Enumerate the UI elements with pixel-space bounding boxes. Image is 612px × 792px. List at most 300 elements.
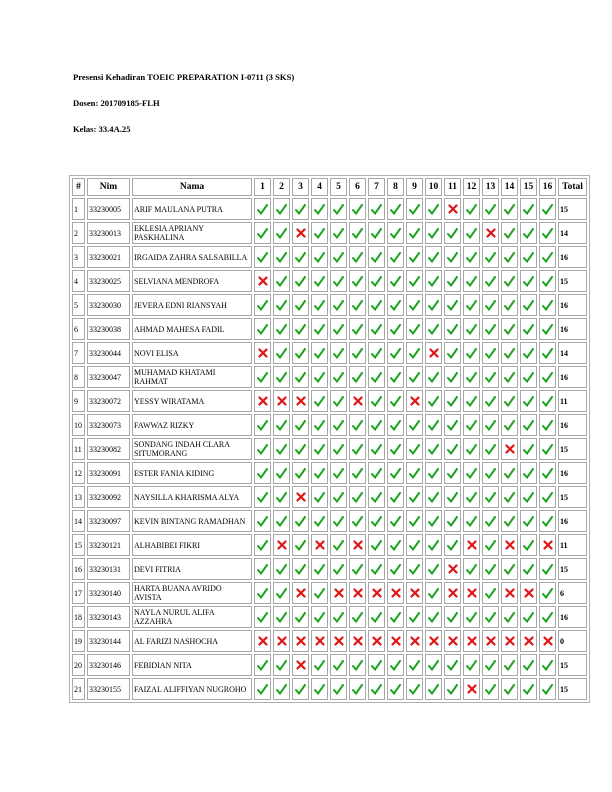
attendance-cell-8 xyxy=(387,366,404,388)
attendance-cell-14 xyxy=(501,486,518,508)
total-cell: 16 xyxy=(558,366,587,388)
check-icon xyxy=(428,468,439,479)
check-icon xyxy=(276,684,287,695)
check-icon xyxy=(409,492,420,503)
attendance-cell-10 xyxy=(425,606,442,628)
row-number: 21 xyxy=(72,678,85,700)
student-name: NAYLA NURUL ALIFA AZZAHRA xyxy=(132,606,252,628)
attendance-cell-16 xyxy=(539,486,556,508)
cross-icon xyxy=(410,588,420,598)
check-icon xyxy=(371,468,382,479)
cross-icon xyxy=(334,588,344,598)
check-icon xyxy=(333,228,344,239)
table-row xyxy=(72,414,587,436)
check-icon xyxy=(542,372,553,383)
column-header: 6 xyxy=(349,178,366,196)
attendance-cell-6 xyxy=(349,558,366,580)
check-icon xyxy=(276,348,287,359)
check-icon xyxy=(333,252,344,263)
attendance-cell-10 xyxy=(425,366,442,388)
attendance-cell-3 xyxy=(292,222,309,244)
cross-icon xyxy=(353,636,363,646)
attendance-cell-13 xyxy=(482,678,499,700)
attendance-cell-5 xyxy=(330,222,347,244)
check-icon xyxy=(504,276,515,287)
attendance-cell-16 xyxy=(539,294,556,316)
check-icon xyxy=(409,372,420,383)
student-nim: 33230092 xyxy=(87,486,130,508)
attendance-cell-12 xyxy=(463,534,480,556)
attendance-cell-14 xyxy=(501,510,518,532)
table-row xyxy=(72,462,587,484)
attendance-cell-3 xyxy=(292,318,309,340)
attendance-cell-12 xyxy=(463,558,480,580)
check-icon xyxy=(352,420,363,431)
total-cell: 0 xyxy=(558,630,587,652)
check-icon xyxy=(504,324,515,335)
check-icon xyxy=(447,684,458,695)
attendance-cell-3 xyxy=(292,294,309,316)
check-icon xyxy=(276,588,287,599)
attendance-cell-7 xyxy=(368,390,385,412)
attendance-cell-1 xyxy=(254,198,271,220)
attendance-cell-6 xyxy=(349,294,366,316)
attendance-cell-16 xyxy=(539,270,556,292)
check-icon xyxy=(523,348,534,359)
check-icon xyxy=(542,252,553,263)
check-icon xyxy=(542,684,553,695)
attendance-cell-13 xyxy=(482,246,499,268)
attendance-cell-14 xyxy=(501,246,518,268)
attendance-cell-5 xyxy=(330,534,347,556)
check-icon xyxy=(276,372,287,383)
check-icon xyxy=(276,468,287,479)
row-number: 13 xyxy=(72,486,85,508)
attendance-cell-2 xyxy=(273,558,290,580)
student-name: FEBIDIAN NITA xyxy=(132,654,252,676)
check-icon xyxy=(390,324,401,335)
attendance-cell-16 xyxy=(539,582,556,604)
attendance-cell-4 xyxy=(311,342,328,364)
student-name: NAYSILLA KHARISMA ALYA xyxy=(132,486,252,508)
attendance-cell-3 xyxy=(292,342,309,364)
attendance-cell-16 xyxy=(539,342,556,364)
cross-icon xyxy=(448,204,458,214)
check-icon xyxy=(257,684,268,695)
check-icon xyxy=(352,660,363,671)
column-header: 12 xyxy=(463,178,480,196)
check-icon xyxy=(523,396,534,407)
attendance-cell-12 xyxy=(463,438,480,460)
check-icon xyxy=(371,516,382,527)
row-number: 20 xyxy=(72,654,85,676)
student-nim: 33230047 xyxy=(87,366,130,388)
attendance-cell-11 xyxy=(444,654,461,676)
attendance-cell-2 xyxy=(273,342,290,364)
check-icon xyxy=(257,204,268,215)
check-icon xyxy=(523,684,534,695)
attendance-cell-4 xyxy=(311,294,328,316)
check-icon xyxy=(447,396,458,407)
check-icon xyxy=(447,276,458,287)
check-icon xyxy=(333,348,344,359)
total-cell: 15 xyxy=(558,270,587,292)
student-name: YESSY WIRATAMA xyxy=(132,390,252,412)
table-row xyxy=(72,630,587,652)
attendance-cell-1 xyxy=(254,246,271,268)
check-icon xyxy=(333,420,344,431)
attendance-cell-3 xyxy=(292,582,309,604)
check-icon xyxy=(295,516,306,527)
check-icon xyxy=(276,204,287,215)
attendance-cell-10 xyxy=(425,462,442,484)
check-icon xyxy=(542,324,553,335)
check-icon xyxy=(504,348,515,359)
check-icon xyxy=(314,444,325,455)
attendance-cell-5 xyxy=(330,294,347,316)
attendance-cell-12 xyxy=(463,414,480,436)
check-icon xyxy=(504,468,515,479)
attendance-cell-8 xyxy=(387,654,404,676)
check-icon xyxy=(447,324,458,335)
student-name: JEVERA EDNI RIANSYAH xyxy=(132,294,252,316)
attendance-cell-9 xyxy=(406,438,423,460)
attendance-cell-6 xyxy=(349,510,366,532)
check-icon xyxy=(257,420,268,431)
attendance-cell-1 xyxy=(254,462,271,484)
attendance-cell-1 xyxy=(254,294,271,316)
check-icon xyxy=(371,540,382,551)
check-icon xyxy=(333,612,344,623)
attendance-cell-6 xyxy=(349,414,366,436)
attendance-cell-12 xyxy=(463,342,480,364)
check-icon xyxy=(276,252,287,263)
check-icon xyxy=(295,468,306,479)
attendance-cell-12 xyxy=(463,510,480,532)
lecturer-label: Dosen: 201709185-FLH xyxy=(73,98,160,108)
column-header: 1 xyxy=(254,178,271,196)
attendance-cell-13 xyxy=(482,606,499,628)
attendance-cell-12 xyxy=(463,222,480,244)
cross-icon xyxy=(277,540,287,550)
attendance-cell-7 xyxy=(368,270,385,292)
check-icon xyxy=(333,516,344,527)
check-icon xyxy=(295,444,306,455)
attendance-cell-13 xyxy=(482,462,499,484)
attendance-cell-15 xyxy=(520,462,537,484)
attendance-cell-10 xyxy=(425,582,442,604)
total-cell: 15 xyxy=(558,558,587,580)
row-number: 5 xyxy=(72,294,85,316)
attendance-cell-1 xyxy=(254,318,271,340)
check-icon xyxy=(466,228,477,239)
attendance-cell-7 xyxy=(368,198,385,220)
attendance-cell-4 xyxy=(311,630,328,652)
attendance-cell-14 xyxy=(501,366,518,388)
attendance-cell-6 xyxy=(349,366,366,388)
attendance-cell-13 xyxy=(482,366,499,388)
attendance-cell-14 xyxy=(501,630,518,652)
check-icon xyxy=(295,540,306,551)
cross-icon xyxy=(277,636,287,646)
column-header: # xyxy=(72,178,85,196)
check-icon xyxy=(390,660,401,671)
attendance-cell-5 xyxy=(330,462,347,484)
attendance-cell-4 xyxy=(311,414,328,436)
attendance-cell-15 xyxy=(520,558,537,580)
check-icon xyxy=(542,660,553,671)
row-number: 4 xyxy=(72,270,85,292)
attendance-cell-10 xyxy=(425,486,442,508)
check-icon xyxy=(504,492,515,503)
cross-icon xyxy=(505,588,515,598)
check-icon xyxy=(428,540,439,551)
attendance-cell-4 xyxy=(311,246,328,268)
attendance-cell-1 xyxy=(254,414,271,436)
attendance-cell-14 xyxy=(501,678,518,700)
attendance-cell-13 xyxy=(482,534,499,556)
attendance-cell-12 xyxy=(463,606,480,628)
check-icon xyxy=(542,516,553,527)
total-cell: 6 xyxy=(558,582,587,604)
attendance-cell-13 xyxy=(482,198,499,220)
attendance-cell-9 xyxy=(406,318,423,340)
attendance-cell-13 xyxy=(482,390,499,412)
check-icon xyxy=(295,684,306,695)
total-cell: 14 xyxy=(558,222,587,244)
cross-icon xyxy=(524,588,534,598)
attendance-cell-1 xyxy=(254,342,271,364)
check-icon xyxy=(390,276,401,287)
attendance-cell-9 xyxy=(406,198,423,220)
cross-icon xyxy=(315,540,325,550)
attendance-cell-15 xyxy=(520,678,537,700)
cross-icon xyxy=(429,348,439,358)
check-icon xyxy=(371,204,382,215)
cross-icon xyxy=(353,588,363,598)
check-icon xyxy=(352,276,363,287)
check-icon xyxy=(428,252,439,263)
check-icon xyxy=(409,444,420,455)
student-name: ESTER FANIA KIDING xyxy=(132,462,252,484)
check-icon xyxy=(371,348,382,359)
attendance-cell-15 xyxy=(520,222,537,244)
student-nim: 33230072 xyxy=(87,390,130,412)
attendance-cell-5 xyxy=(330,654,347,676)
attendance-cell-5 xyxy=(330,582,347,604)
check-icon xyxy=(409,516,420,527)
check-icon xyxy=(428,204,439,215)
attendance-cell-3 xyxy=(292,630,309,652)
check-icon xyxy=(485,252,496,263)
check-icon xyxy=(352,564,363,575)
student-nim: 33230091 xyxy=(87,462,130,484)
check-icon xyxy=(352,228,363,239)
check-icon xyxy=(314,468,325,479)
check-icon xyxy=(485,588,496,599)
cross-icon xyxy=(296,396,306,406)
student-nim: 33230013 xyxy=(87,222,130,244)
cross-icon xyxy=(315,636,325,646)
total-cell: 15 xyxy=(558,198,587,220)
student-nim: 33230121 xyxy=(87,534,130,556)
check-icon xyxy=(504,372,515,383)
attendance-cell-3 xyxy=(292,534,309,556)
check-icon xyxy=(523,324,534,335)
attendance-cell-15 xyxy=(520,366,537,388)
cross-icon xyxy=(524,636,534,646)
check-icon xyxy=(466,420,477,431)
attendance-cell-11 xyxy=(444,246,461,268)
attendance-cell-7 xyxy=(368,294,385,316)
attendance-cell-9 xyxy=(406,630,423,652)
total-cell: 11 xyxy=(558,390,587,412)
check-icon xyxy=(371,444,382,455)
attendance-cell-7 xyxy=(368,438,385,460)
check-icon xyxy=(428,228,439,239)
check-icon xyxy=(447,612,458,623)
attendance-cell-6 xyxy=(349,222,366,244)
check-icon xyxy=(314,660,325,671)
check-icon xyxy=(466,564,477,575)
check-icon xyxy=(257,660,268,671)
check-icon xyxy=(485,324,496,335)
attendance-cell-5 xyxy=(330,342,347,364)
attendance-cell-2 xyxy=(273,462,290,484)
student-name: HARTA BUANA AVRIDO AVISTA xyxy=(132,582,252,604)
cross-icon xyxy=(353,540,363,550)
check-icon xyxy=(447,252,458,263)
attendance-cell-14 xyxy=(501,654,518,676)
attendance-cell-3 xyxy=(292,246,309,268)
check-icon xyxy=(390,348,401,359)
table-row xyxy=(72,558,587,580)
check-icon xyxy=(409,324,420,335)
attendance-cell-6 xyxy=(349,678,366,700)
check-icon xyxy=(542,444,553,455)
check-icon xyxy=(466,300,477,311)
attendance-cell-10 xyxy=(425,294,442,316)
check-icon xyxy=(352,372,363,383)
total-cell: 14 xyxy=(558,342,587,364)
total-cell: 16 xyxy=(558,318,587,340)
total-cell: 15 xyxy=(558,654,587,676)
check-icon xyxy=(542,396,553,407)
attendance-cell-13 xyxy=(482,342,499,364)
cross-icon xyxy=(258,396,268,406)
attendance-cell-13 xyxy=(482,486,499,508)
check-icon xyxy=(466,348,477,359)
attendance-cell-12 xyxy=(463,582,480,604)
cross-icon xyxy=(486,228,496,238)
check-icon xyxy=(257,372,268,383)
attendance-cell-4 xyxy=(311,222,328,244)
check-icon xyxy=(504,204,515,215)
attendance-cell-11 xyxy=(444,486,461,508)
attendance-cell-15 xyxy=(520,294,537,316)
total-cell: 11 xyxy=(558,534,587,556)
attendance-cell-11 xyxy=(444,630,461,652)
attendance-cell-11 xyxy=(444,414,461,436)
check-icon xyxy=(485,396,496,407)
attendance-cell-10 xyxy=(425,414,442,436)
attendance-cell-6 xyxy=(349,486,366,508)
attendance-cell-7 xyxy=(368,342,385,364)
check-icon xyxy=(447,300,458,311)
attendance-cell-14 xyxy=(501,582,518,604)
check-icon xyxy=(276,228,287,239)
row-number: 11 xyxy=(72,438,85,460)
column-header: 10 xyxy=(425,178,442,196)
attendance-cell-8 xyxy=(387,582,404,604)
attendance-cell-3 xyxy=(292,390,309,412)
attendance-cell-2 xyxy=(273,510,290,532)
attendance-cell-14 xyxy=(501,318,518,340)
attendance-cell-9 xyxy=(406,222,423,244)
column-header: 15 xyxy=(520,178,537,196)
check-icon xyxy=(257,612,268,623)
check-icon xyxy=(428,516,439,527)
cross-icon xyxy=(410,636,420,646)
attendance-cell-6 xyxy=(349,342,366,364)
attendance-cell-12 xyxy=(463,630,480,652)
check-icon xyxy=(257,300,268,311)
check-icon xyxy=(542,228,553,239)
attendance-cell-13 xyxy=(482,270,499,292)
column-header: Total xyxy=(558,178,587,196)
attendance-cell-8 xyxy=(387,222,404,244)
attendance-cell-12 xyxy=(463,462,480,484)
check-icon xyxy=(314,588,325,599)
attendance-cell-10 xyxy=(425,438,442,460)
attendance-cell-9 xyxy=(406,366,423,388)
check-icon xyxy=(523,612,534,623)
attendance-cell-11 xyxy=(444,462,461,484)
attendance-cell-1 xyxy=(254,630,271,652)
attendance-cell-11 xyxy=(444,342,461,364)
student-nim: 33230073 xyxy=(87,414,130,436)
attendance-cell-2 xyxy=(273,630,290,652)
row-number: 14 xyxy=(72,510,85,532)
cross-icon xyxy=(543,540,553,550)
attendance-cell-2 xyxy=(273,246,290,268)
check-icon xyxy=(352,468,363,479)
total-cell: 15 xyxy=(558,438,587,460)
check-icon xyxy=(504,420,515,431)
total-cell: 15 xyxy=(558,486,587,508)
attendance-cell-4 xyxy=(311,270,328,292)
check-icon xyxy=(485,468,496,479)
attendance-cell-5 xyxy=(330,558,347,580)
attendance-cell-11 xyxy=(444,678,461,700)
cross-icon xyxy=(543,636,553,646)
check-icon xyxy=(295,348,306,359)
check-icon xyxy=(409,300,420,311)
check-icon xyxy=(523,468,534,479)
attendance-cell-9 xyxy=(406,510,423,532)
attendance-cell-12 xyxy=(463,318,480,340)
check-icon xyxy=(409,348,420,359)
check-icon xyxy=(314,228,325,239)
table-header-row xyxy=(72,178,587,196)
attendance-table xyxy=(69,175,590,703)
check-icon xyxy=(276,276,287,287)
student-nim: 33230155 xyxy=(87,678,130,700)
check-icon xyxy=(409,252,420,263)
table-row xyxy=(72,438,587,460)
attendance-cell-15 xyxy=(520,534,537,556)
attendance-cell-13 xyxy=(482,294,499,316)
